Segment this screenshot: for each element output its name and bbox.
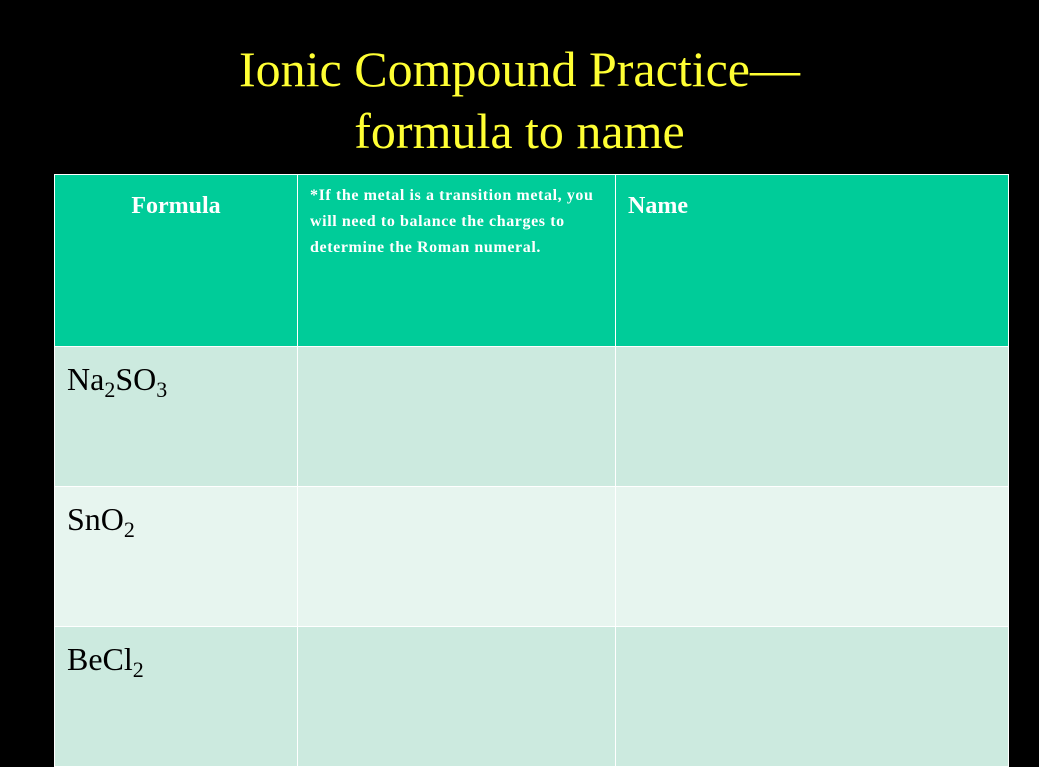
header-transition-note: *If the metal is a transition metal, you will need to balance the charges to determine the Roman numeral.	[298, 175, 616, 347]
formula-subscript: 2	[123, 517, 135, 542]
formula-cell	[55, 627, 298, 767]
formula-subscript: 2	[132, 657, 144, 682]
formula-subscript: 3	[156, 377, 168, 402]
formula-part: BeCl	[67, 641, 133, 677]
table-row	[55, 627, 1009, 767]
name-answer-cell[interactable]	[616, 627, 1009, 767]
formula-part: SnO	[67, 501, 124, 537]
header-name: Name	[616, 175, 1009, 347]
title-line-1: Ionic Compound Practice—	[239, 41, 800, 97]
formula-subscript: 2	[104, 377, 116, 402]
table-row	[55, 487, 1009, 627]
slide-title	[0, 38, 1039, 162]
header-formula: Formula	[55, 175, 298, 347]
title-line-2: formula to name	[354, 103, 685, 159]
table-row	[55, 347, 1009, 487]
practice-table	[54, 174, 1009, 767]
name-answer-cell[interactable]	[616, 347, 1009, 487]
formula-part: SO	[115, 361, 157, 397]
name-answer-cell[interactable]	[616, 487, 1009, 627]
note-cell[interactable]	[298, 627, 616, 767]
formula-part: Na	[67, 361, 105, 397]
formula-cell	[55, 487, 298, 627]
table-header-row	[55, 175, 1009, 347]
note-cell[interactable]	[298, 347, 616, 487]
note-cell[interactable]	[298, 487, 616, 627]
formula-cell	[55, 347, 298, 487]
